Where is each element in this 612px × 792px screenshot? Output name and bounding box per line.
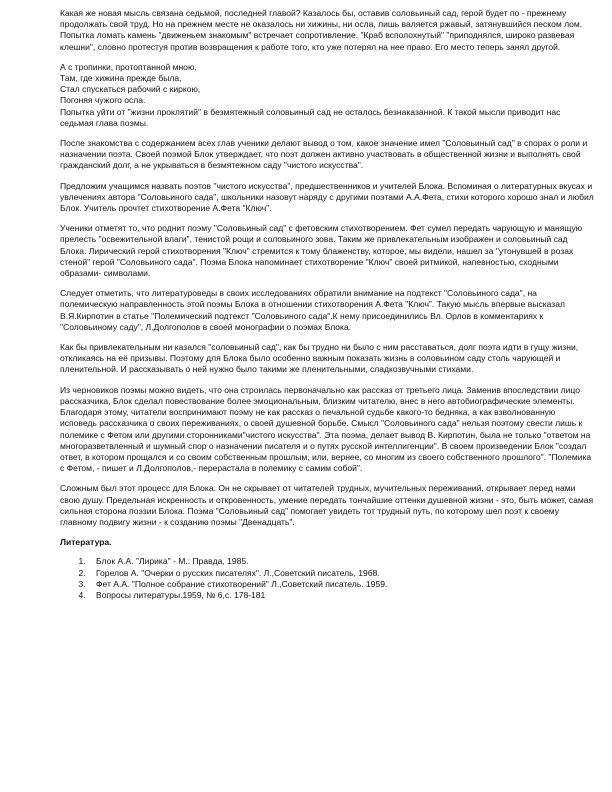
paragraph: После знакомства с содержанием всех глав ученики делают вывод о том, какое значение имел "Соловьиный сад" в спорах о роли и назначении поэта. Своей поэмой Блок утверждает, что поэт должен активно участвовать в общественной жизни и выполнять свой гражданский долг, а не укрываться в безмятежном саду "чистого искусства". <box>60 138 588 171</box>
poem-quote <box>60 62 594 107</box>
reference-item: 3. Фет А.А. "Полное собрание стихотворений" Л.,Советский писатель. 1959. <box>88 579 594 590</box>
reference-item: 4. Вопросы литературы.1959, № 6,с. 178-181 <box>88 590 594 601</box>
paragraph: Как бы привлекательным ни казался "соловьиный сад", как бы трудно ни было с ним расставаться, долг поэта идти в гущу жизни, откликаясь на её призывы. Поэтому для Блока было особенно важным показать жизнь в соловьином саду столь чарующей и пленительной. И рассказывать о ней нужно было такими же пленительными, сладкозвучными стихами. <box>60 342 579 375</box>
paragraph: Какая же новая мысль связана седьмой, последней главой? Казалось бы, оставив соловьиный сад, герой будет по - прежнему продолжать свой труд. Но на прежнем месте не оказалось ни хижины, ни осла, лишь валяется ржавый, затянувшийся песком лом. Попытка ломать камень "движеньем знакомым" встречает сопротивление. "Краб всполохнутый" "приподнялся, широко развевая клешни", словно протестуя против возвращения к работе того, кто уже потерял на нее право. Его место теперь занял другой. <box>60 8 583 52</box>
reference-item: 1. Блок А.А. "Лирика" - М.: Правда, 1985. <box>88 556 594 567</box>
poem-line: Погоняя чужого осла. <box>60 95 146 106</box>
reference-item: 2. Горелов А. "Очерки о русских писателях". Л.,Советский писатель, 1968. <box>88 568 594 579</box>
references-heading: Литература. <box>60 537 112 548</box>
paragraph: Сложным был этот процесс для Блока. Он не скрывает от читателей трудных, мучительных переживаний, открывает перед нами свою душу. Предельная искренность и откровенность, умение передать тончайшие оттенки душевной жизни - это, быть может, самая сильная сторона поэзии Блока. Поэма "Соловьиный сад" помогает увидеть тот трудный путь, по которому шел поэт к своему главному подвигу жизни - к созданию поэмы "Двенадцать". <box>60 483 594 527</box>
paragraph: Предложим учащимся назвать поэтов "чистого искусства", предшественников и учителей Блока. Вспоминая о литературных вкусах и увлечениях автора "Соловьиного сада", школьники назовут наряду с другими поэтами А.А.Фета, стихи которого хорошо знал и любил Блок. Учитель прочтет стихотворение А.Фета "Ключ". <box>60 180 594 214</box>
references-list <box>60 556 594 601</box>
poem-line: А с тропинки, протоптанной мною, <box>60 61 197 72</box>
paragraph: Ученики отметят то, что роднит поэму "Соловьиный сад" с фетовским стихотворением. Фет сумел передать чарующую и манящую прелесть "освежительной влаги", тенистой рощи и соловьиного зова. Таким же привлекательным изображен и соловьиный сад Блока. Лирический герой стихотворения "Ключ" стремится к тому блаженству, которое, мы видели, нашел за "утонувшей в розах стеной" герой "Соловьиного сада". Поэма Блока напоминает стихотворение "Ключ" своей ритмикой, напевностью, сходными образами- символами. <box>60 223 583 279</box>
paragraph: Следует отметить, что литературоведы в своих исследованиях обратили внимание на подтекст "Соловьиного сада", на полемическую направленность этой поэмы Блока в отношении стихотворения А.Фета "Ключ". Такую мысль впервые высказал В.Я.Кирпотин в статье "Полемический подтекст "Соловьиного сада".К нему присоединились Вл. Орлов в комментариях к "Соловьиному саду", Л.Долгополов в своей монографии о поэмах Блока. <box>60 288 565 332</box>
poem-line: Там, где хижина прежде была, <box>60 73 182 84</box>
paragraph: Из черновиков поэмы можно видеть, что она строилась первоначально как рассказ от третьего лица. Заменив впоследствии лицо рассказчика, Блок сделал повествование более эмоциональным, близким читателю, внес в него автобиографические элементы. Благодаря этому, читатели воспринимают поэму не как рассказ о печальной судьбе какого-то бедняка, а как взволнованную исповедь рассказчика о своих переживаниях, о своей душевной борьбе. Смысл "Соловьиного сада" нельзя поэтому свести лишь к полемике с Фетом или другими сторонниками"чистого искусства". Эта поэма, делает вывод В. Кирпотин, была не только "ответом на многоразветвленный и шумный спор о назначении писателя и о путях русской интеллигенции". В своем произведении Блок "создал ответ, в котором прощался и со своим собственным прошлым, или, вернее, со многим из своего собственного прошлого". "Полемика с Фетом, - пишет и Л.Долгополов,- перерастала в полемику с самим собой". <box>60 384 592 474</box>
poem-line: Стал спускаться рабочий с киркою, <box>60 84 201 95</box>
paragraph: Попытка уйти от "жизни проклятий" в безмятежный соловьиный сад не осталось безнаказанной. К такой мысли приводит нас седьмая глава поэмы. <box>60 106 561 128</box>
